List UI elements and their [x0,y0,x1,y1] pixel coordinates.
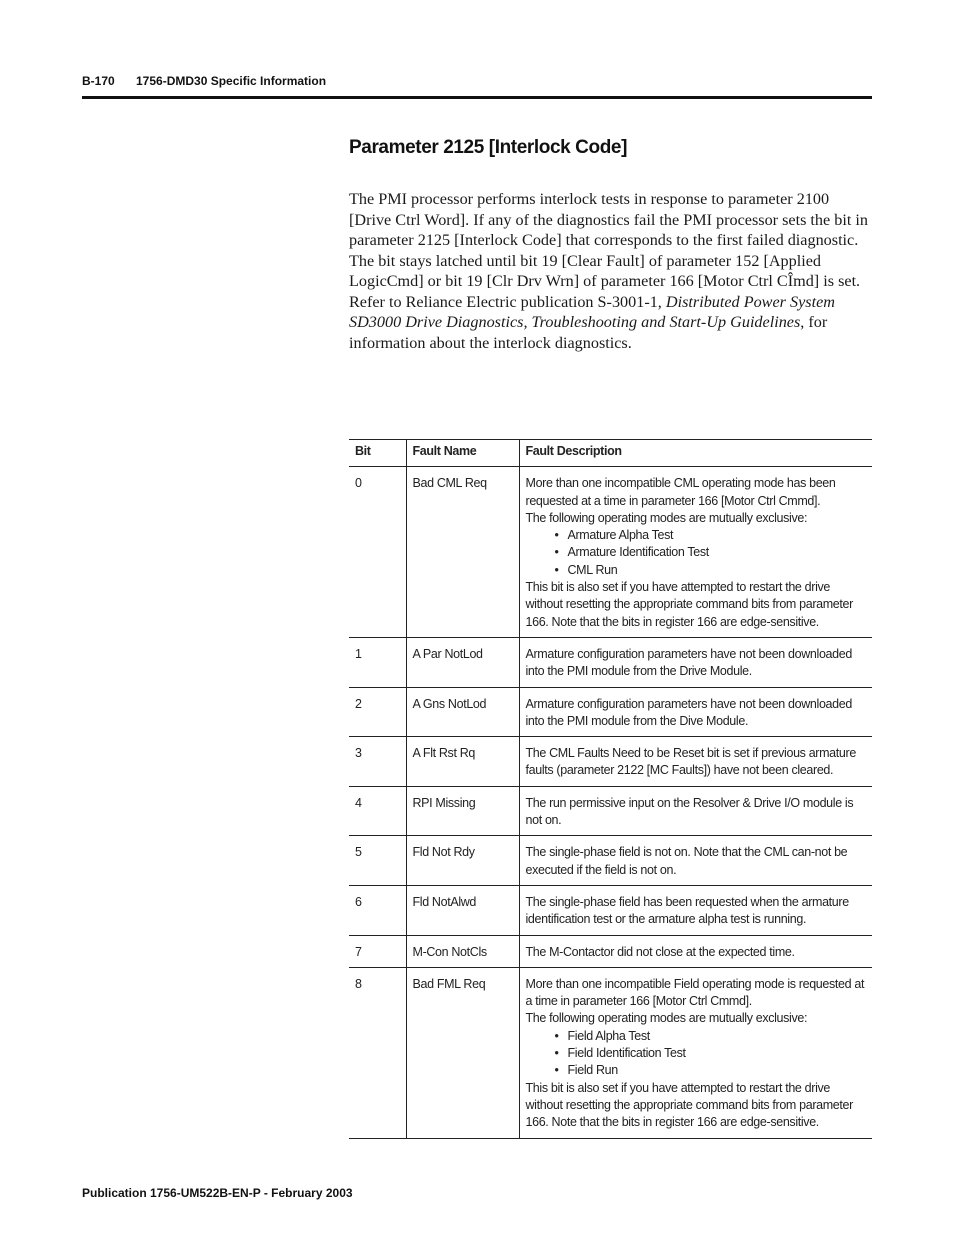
cell-bit: 5 [349,836,406,886]
list-item: • CML Run [568,562,867,579]
list-item: • Armature Alpha Test [568,527,867,544]
desc-text: The following operating modes are mutually exclusive: [525,1011,808,1026]
cell-fault-name: RPI Missing [406,786,519,836]
cell-bit: 4 [349,786,406,836]
list-item: • Armature Identification Test [568,544,867,561]
list-item: • Field Alpha Test [568,1028,867,1045]
header-fault-description: Fault Description [519,440,872,467]
cell-bit: 0 [349,467,406,638]
cell-fault-name: Fld Not Rdy [406,836,519,886]
page-header [82,74,326,88]
cell-fault-name: Bad FML Req [406,967,519,1138]
table-row [349,737,872,787]
table-row [349,935,872,967]
page-number: B-170 [82,74,115,88]
cell-bit: 3 [349,737,406,787]
desc-text: This bit is also set if you have attempted to restart the drive without resetting the appropriate command bits from parameter 166. Note that the bits in register 166 are edge-sensitive. [525,580,853,629]
cell-fault-description [519,467,872,638]
fault-table [349,439,872,1139]
cell-fault-description: The M-Contactor did not close at the expected time. [519,935,872,967]
cell-fault-name: M-Con NotCls [406,935,519,967]
page-footer: Publication 1756-UM522B-EN-P - February 2003 [82,1186,353,1200]
table-header-row [349,440,872,467]
cell-fault-name: A Par NotLod [406,637,519,687]
table-row [349,967,872,1138]
cell-bit: 2 [349,687,406,737]
cell-fault-name: A Flt Rst Rq [406,737,519,787]
desc-text: More than one incompatible CML operating mode has been requested at a time in parameter 166 [Motor Ctrl Cmmd]. [525,476,836,508]
cell-fault-description [519,967,872,1138]
list-item: • Field Run [568,1062,867,1079]
cell-bit: 8 [349,967,406,1138]
table-row [349,786,872,836]
cell-fault-description: Armature configuration parameters have not been downloaded into the PMI module from the Drive Module. [519,637,872,687]
desc-text: This bit is also set if you have attempted to restart the drive without resetting the appropriate command bits from parameter 166. Note that the bits in register 166 are edge-sensitive. [525,1080,853,1130]
intro-publication-title: Distributed Power System SD3000 Drive Diagnostics, Troubleshooting and Start-Up Guidelines [349,292,835,331]
cell-fault-name: Fld NotAlwd [406,885,519,935]
mode-list [526,527,867,579]
cell-fault-name: A Gns NotLod [406,687,519,737]
section-title: 1756-DMD30 Specific Information [136,74,327,88]
intro-text: The PMI processor performs interlock tests in response to parameter 2100 [Drive Ctrl Word]. If any of the diagnostics fail the PMI processor sets the bit in parameter 2125 [Interlock Code] that corresponds to the first failed diagnostic. The bit stays latched until bit 19 [Clear Fault] of parameter 152 [Applied LogicCmd] or bit 19 [Clr Drv Wrn] of parameter 166 [Motor Ctrl CÎmd] is set. Refer to Reliance Electric publication S-3001-1, [349,190,868,311]
cell-fault-description: The run permissive input on the Resolver & Drive I/O module is not on. [519,786,872,836]
cell-fault-description: Armature configuration parameters have not been downloaded into the PMI module from the Dive Module. [519,687,872,737]
cell-fault-description: The single-phase field has been requested when the armature identification test or the armature alpha test is running. [519,885,872,935]
table-row [349,637,872,687]
header-bit: Bit [349,440,406,467]
fault-table-wrapper [349,439,872,1139]
cell-fault-description: The single-phase field is not on. Note that the CML can-not be executed if the field is not on. [519,836,872,886]
table-row [349,687,872,737]
desc-text: More than one incompatible Field operating mode is requested at a time in parameter 166 [Motor Ctrl Cmmd]. [525,976,865,1009]
header-rule [82,96,872,99]
cell-fault-name: Bad CML Req [406,467,519,638]
header-fault-name: Fault Name [406,440,519,467]
intro-text-end: , for information about the interlock diagnostics. [349,313,828,352]
table-row [349,836,872,886]
desc-text: The following operating modes are mutually exclusive: [525,510,808,525]
intro-paragraph [349,189,872,353]
cell-bit: 6 [349,885,406,935]
parameter-title: Parameter 2125 [Interlock Code] [349,137,627,158]
list-item: • Field Identification Test [568,1045,867,1062]
mode-list [526,1028,867,1080]
cell-fault-description: The CML Faults Need to be Reset bit is set if previous armature faults (parameter 2122 [MC Faults]) have not been cleared. [519,737,872,787]
table-row [349,885,872,935]
cell-bit: 7 [349,935,406,967]
table-row [349,467,872,638]
cell-bit: 1 [349,637,406,687]
